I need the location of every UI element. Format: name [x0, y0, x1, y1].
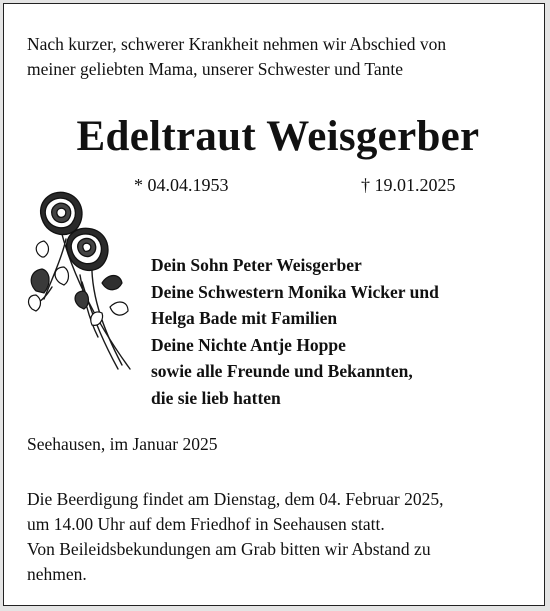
mourners-list	[151, 252, 531, 411]
funeral-line: nehmen.	[27, 564, 87, 584]
mourner-line: die sie lieb hatten	[151, 387, 281, 408]
mourner-line: Deine Schwestern Monika Wicker und	[151, 281, 439, 302]
rose-bloom-upper	[41, 192, 82, 234]
funeral-line: um 14.00 Uhr auf dem Friedhof in Seehausen statt.	[27, 514, 385, 534]
intro-text	[27, 32, 537, 82]
rose-illustration	[22, 187, 140, 377]
birth-date: * 04.04.1953	[134, 175, 229, 195]
mourner-line: Deine Nichte Antje Hoppe	[151, 334, 346, 355]
mourner-line: Dein Sohn Peter Weisgerber	[151, 255, 362, 275]
intro-line: Nach kurzer, schwerer Krankheit nehmen wir Abschied von	[27, 34, 447, 54]
funeral-line: Die Beerdigung findet am Dienstag, dem 04. Februar 2025,	[27, 489, 444, 509]
rose-bloom-lower	[67, 228, 108, 270]
funeral-info	[27, 487, 533, 587]
place-date: Seehausen, im Januar 2025	[27, 434, 218, 454]
funeral-line: Von Beileidsbekundungen am Grab bitten wir Abstand zu	[27, 539, 431, 559]
intro-line: meiner geliebten Mama, unserer Schwester und Tante	[27, 59, 404, 79]
deceased-name: Edeltraut Weisgerber	[76, 113, 480, 160]
mourner-line: Helga Bade mit Familien	[151, 308, 338, 328]
mourner-line: sowie alle Freunde und Bekannten,	[151, 361, 413, 381]
obituary-notice	[3, 3, 545, 606]
death-date: † 19.01.2025	[361, 175, 456, 195]
